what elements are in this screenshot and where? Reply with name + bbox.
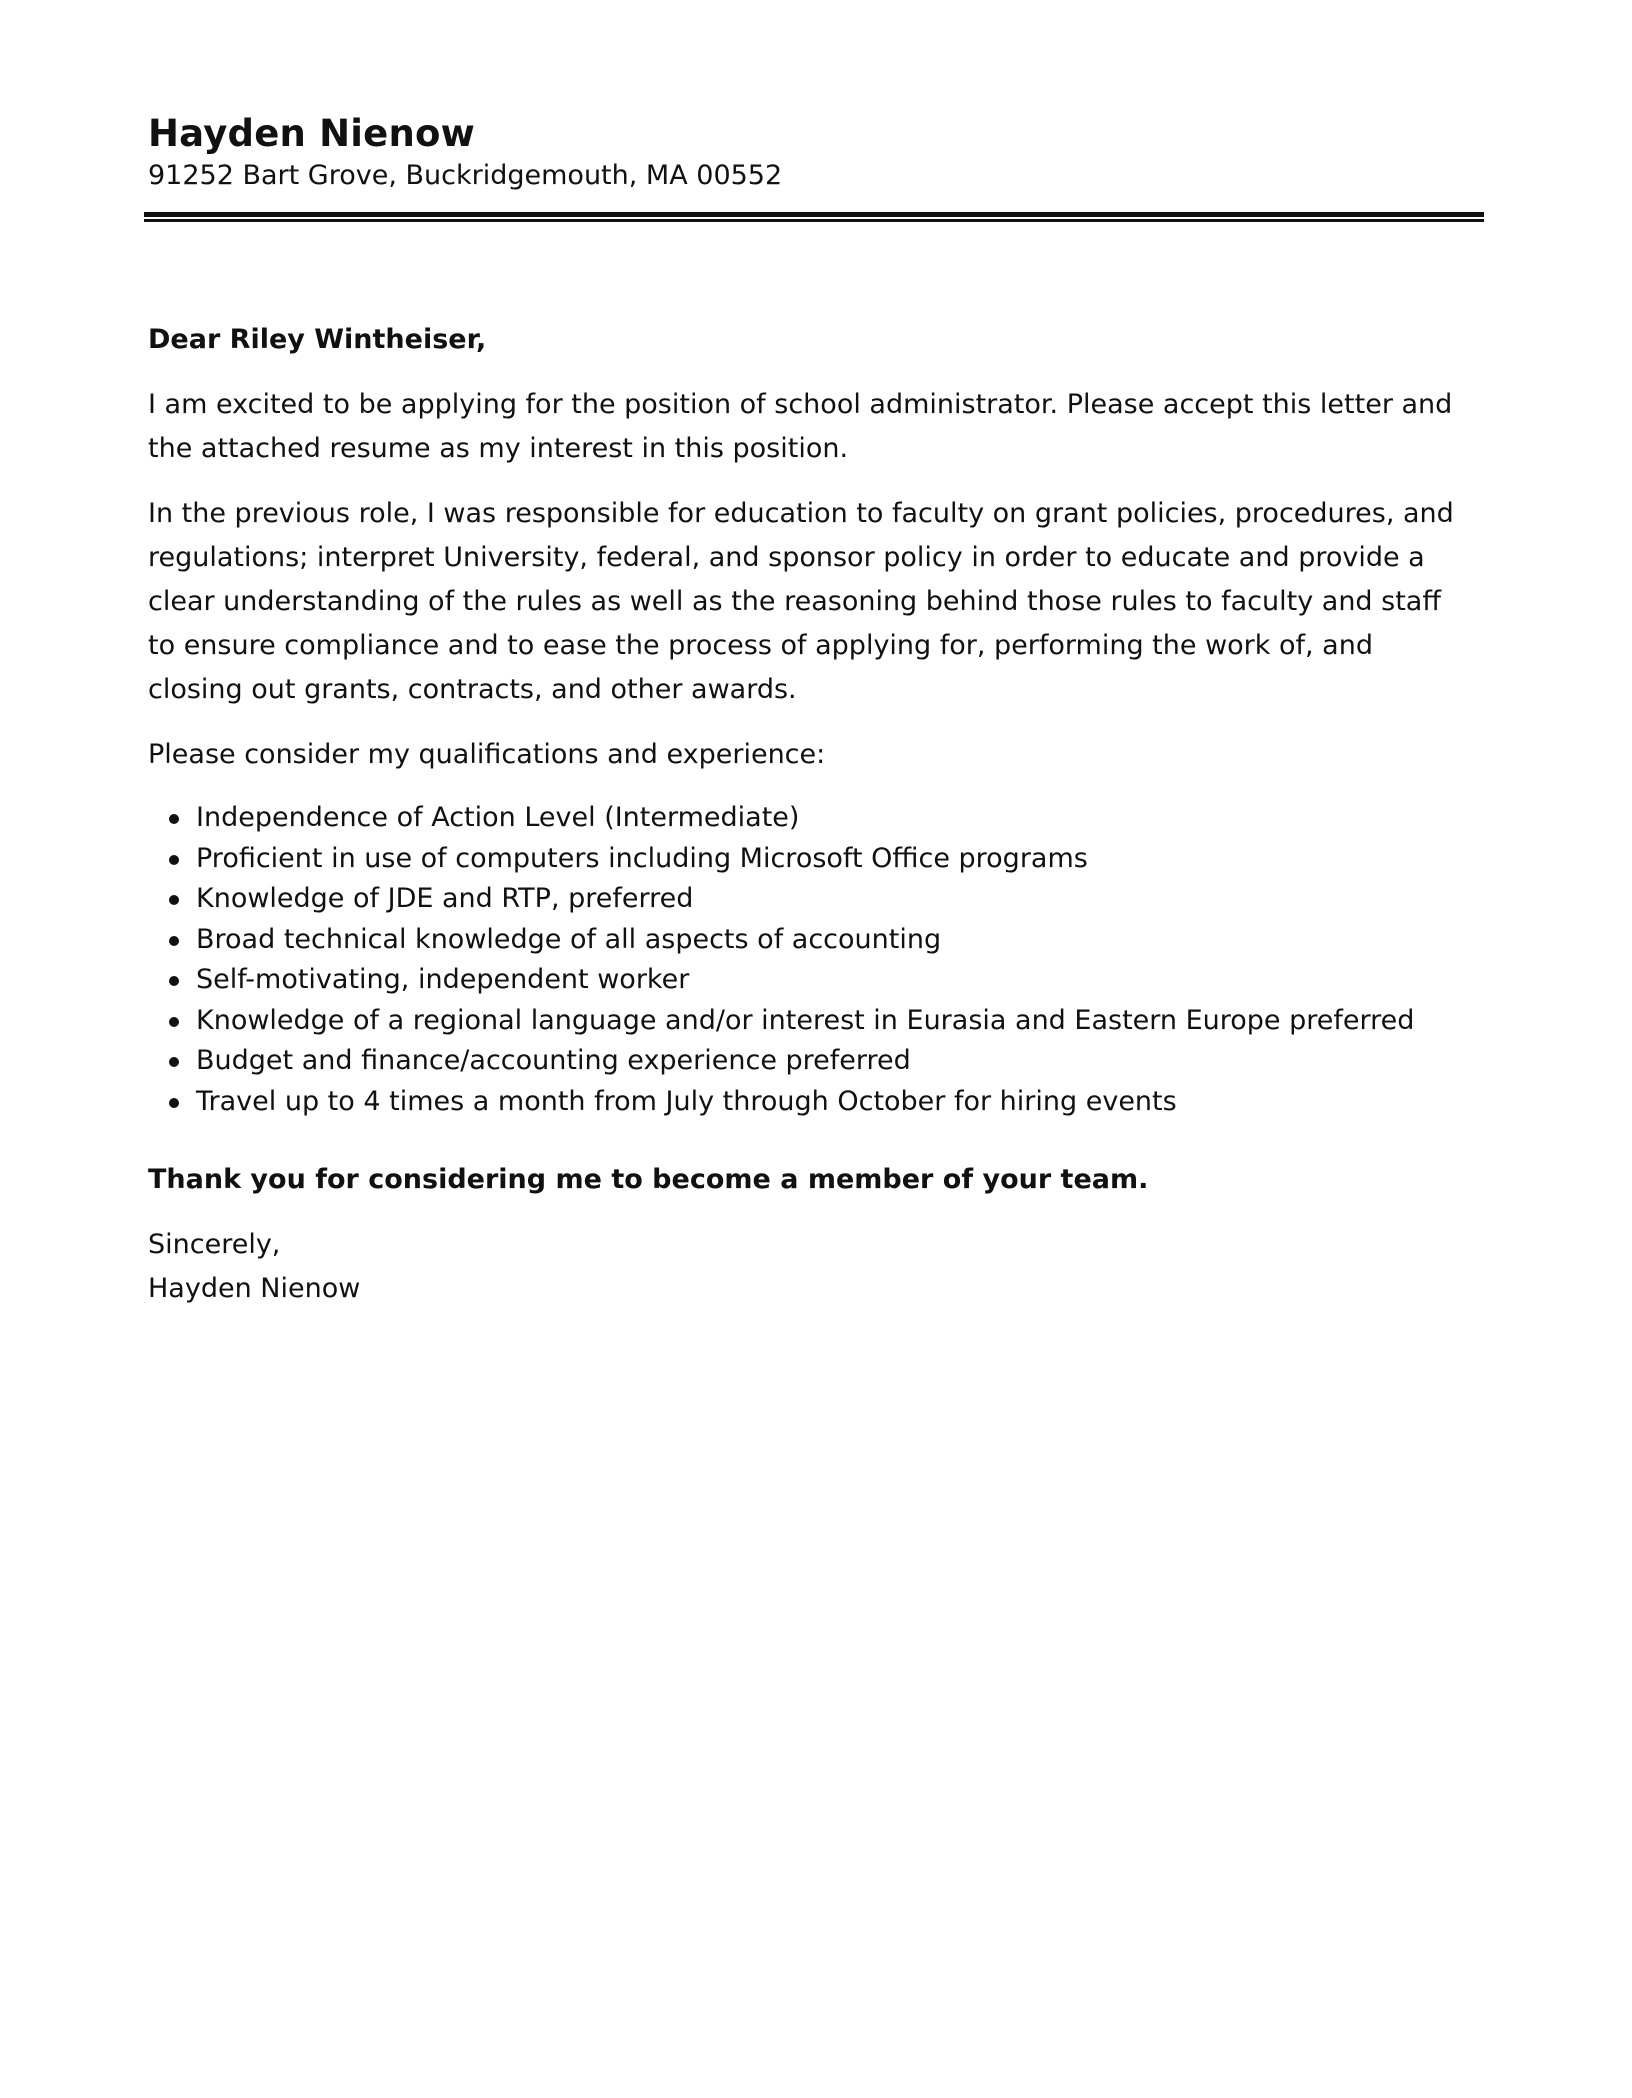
list-item-text: Proficient in use of computers including Microsoft Office programs [196,842,1088,874]
list-item-text: Travel up to 4 times a month from July through October for hiring events [196,1085,1177,1117]
greeting: Dear Riley Wintheiser, [148,324,487,355]
bullet-icon [169,1057,179,1067]
bullet-icon [169,976,179,986]
bullet-icon [169,814,179,824]
list-item [148,798,1458,839]
bullet-icon [169,855,179,865]
experience-paragraph: In the previous role, I was responsible for education to faculty on grant policies, procedures, and regulations; interpret University, federal, and sponsor policy in order to educate and provide a clear understanding of the rules as well as the reasoning behind those rules to faculty and staff to ensure compliance and to ease the process of applying for, performing the work of, and closing out grants, contracts, and other awards. [148,498,1454,705]
sender-address: 91252 Bart Grove, Buckridgemouth, MA 00552 [148,160,783,191]
valediction: Sincerely, [148,1229,281,1260]
bullet-icon [169,895,179,905]
signature-name: Hayden Nienow [148,1273,361,1304]
list-item-text: Budget and finance/accounting experience preferred [196,1045,911,1076]
list-item [148,1001,1458,1042]
list-item [148,879,1458,920]
list-item [148,920,1458,961]
qualifications-intro: Please consider my qualifications and experience: [148,739,826,770]
list-item-text: Self-motivating, independent worker [196,964,690,995]
bullet-icon [169,936,179,946]
bullet-icon [169,1017,179,1027]
header-divider-thin [144,219,1484,222]
header-divider-thick [144,212,1484,217]
list-item-text: Knowledge of JDE and RTP, preferred [196,883,694,914]
intro-paragraph: I am excited to be applying for the position of school administrator. Please accept this letter and the attached resume as my interest in this position. [148,389,1453,464]
list-item [148,960,1458,1001]
qualifications-list [148,798,1458,1122]
closing-statement: Thank you for considering me to become a member of your team. [148,1164,1149,1195]
list-item-text: Knowledge of a regional language and/or interest in Eurasia and Eastern Europe preferred [196,1004,1415,1036]
list-item [148,839,1458,880]
letter-header [148,110,1488,194]
list-item-text: Independence of Action Level (Intermediate) [196,802,800,833]
sender-name: Hayden Nienow [148,112,476,155]
list-item-text: Broad technical knowledge of all aspects of accounting [196,923,942,955]
letter-body [148,318,1458,1311]
list-item [148,1082,1458,1123]
signoff [148,1223,1458,1311]
bullet-icon [169,1098,179,1108]
list-item [148,1041,1458,1082]
